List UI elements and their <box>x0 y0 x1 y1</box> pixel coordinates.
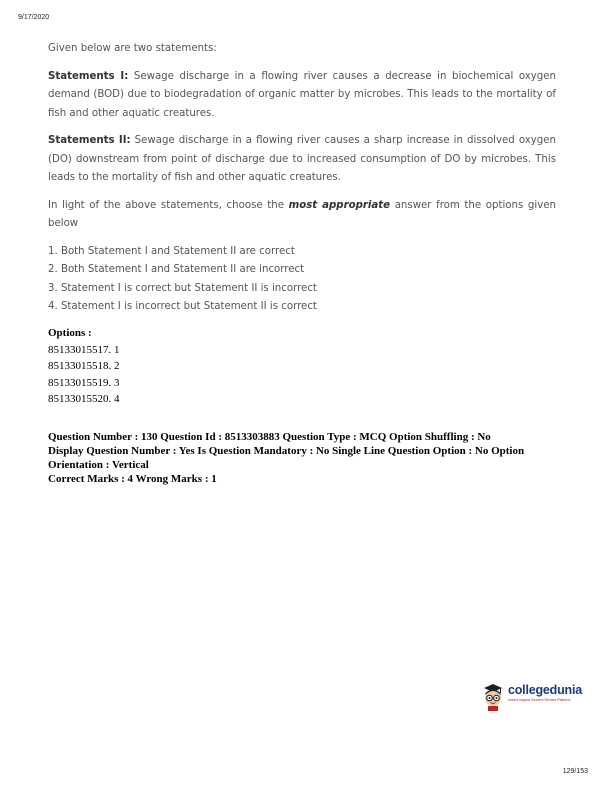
logo-name: collegedunia <box>508 683 583 697</box>
statement-1-text: Sewage discharge in a flowing river causes a decrease in biochemical oxygen demand (BOD) due to biodegradation of organic matter by microbes. This leads to the mortality of fish and other aquatic creatures. <box>48 70 557 119</box>
question-block <box>48 40 556 317</box>
option-item: 85133015520. 4 <box>48 393 120 405</box>
option-item: 85133015518. 2 <box>48 360 120 372</box>
question-intro: Given below are two statements: <box>48 43 217 54</box>
prompt-after: answer from the options given below <box>48 199 556 229</box>
option-item: 85133015517. 1 <box>48 343 120 356</box>
statement-2-label: Statements II: <box>48 135 131 146</box>
question-prompt <box>48 197 556 234</box>
options-title: Options : <box>48 327 92 339</box>
mascot-icon <box>481 681 505 711</box>
page-number: 129/153 <box>562 768 588 775</box>
question-meta <box>48 430 578 486</box>
statement-1-label: Statements I: <box>48 70 129 82</box>
choice-item: 2. Both Statement I and Statement II are incorrect <box>48 264 305 275</box>
statement-2 <box>48 132 556 188</box>
option-item: 85133015519. 3 <box>48 376 120 389</box>
choice-list <box>48 243 556 317</box>
choice-item: 4. Statement I is incorrect but Statement II is correct <box>48 301 317 312</box>
collegedunia-logo <box>481 681 582 711</box>
meta-line: Correct Marks : 4 Wrong Marks : 1 <box>48 473 217 485</box>
choice-item: 3. Statement I is correct but Statement II is incorrect <box>48 282 317 294</box>
meta-line: Display Question Number : Yes Is Question Mandatory : No Single Line Question Option : No Option <box>48 445 525 457</box>
statement-1 <box>48 68 556 124</box>
options-block <box>48 325 120 408</box>
header-date: 9/17/2020 <box>18 14 50 21</box>
prompt-emphasis: most appropriate <box>288 199 391 211</box>
choice-item: 1. Both Statement I and Statement II are correct <box>48 245 295 257</box>
statement-2-text: Sewage discharge in a flowing river causes a sharp increase in dissolved oxygen (DO) downstream from point of discharge due to increased consumption of DO by microbes. This leads to the mortality of fish and other aquatic creatures. <box>48 135 556 183</box>
meta-line: Question Number : 130 Question Id : 8513303883 Question Type : MCQ Option Shuffling : No <box>48 431 491 443</box>
prompt-before: In light of the above statements, choose the <box>48 199 284 211</box>
meta-line: Orientation : Vertical <box>48 459 149 471</box>
logo-tagline: India's largest Student Review Platform <box>508 698 571 702</box>
